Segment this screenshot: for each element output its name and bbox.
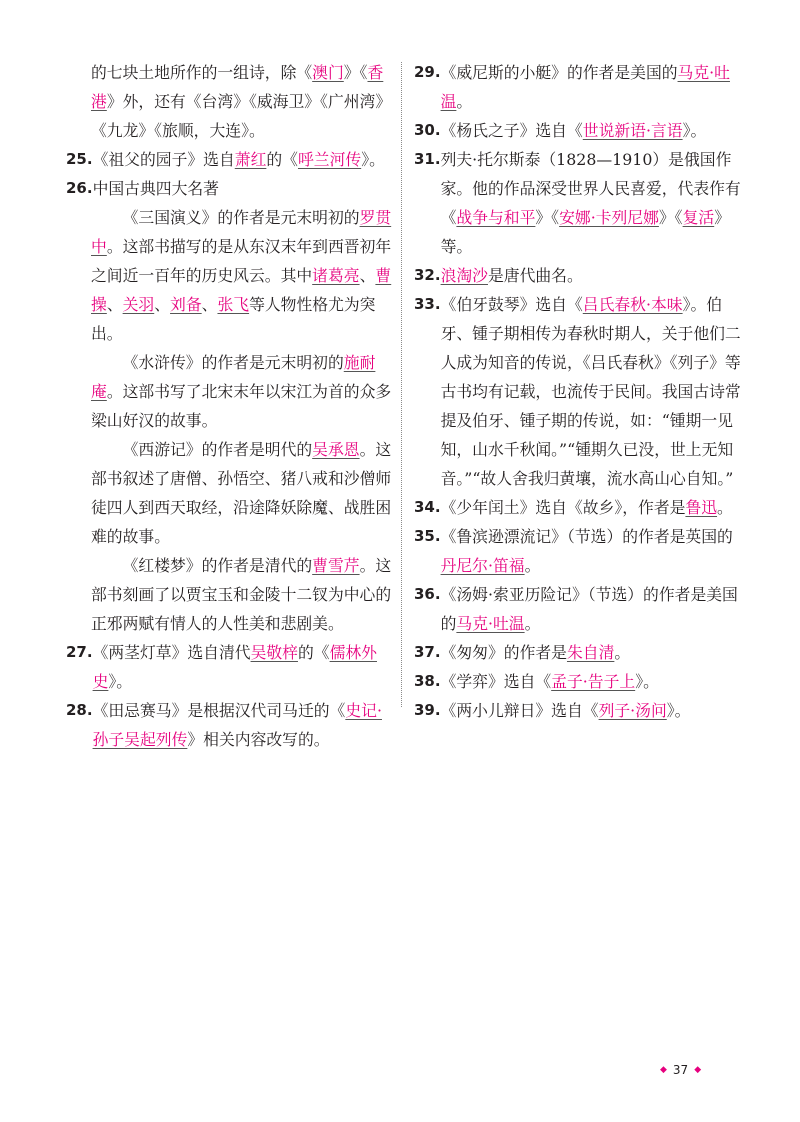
text: 》《: [658, 208, 683, 227]
answer: 史记·孙子吴起列传: [92, 701, 382, 749]
text: 《汤姆·索亚历险记》（节选）的作者是美国的: [440, 585, 738, 633]
answer: 世说新语·言语: [582, 121, 683, 140]
text: 、: [359, 266, 376, 285]
answer: 复活: [682, 208, 715, 227]
answer: 列子·汤问: [598, 701, 667, 720]
text: 《西游记》的作者是明代的: [122, 440, 313, 459]
text: 》。: [682, 121, 707, 140]
text: 等人物性格尤为突出。: [91, 295, 376, 343]
answer: 诸葛亮: [312, 266, 360, 285]
entry-39: [414, 696, 742, 725]
text: 《匆匆》的作者是: [440, 643, 567, 662]
answer: 吴敬梓: [250, 643, 298, 662]
text: 《红楼梦》的作者是清代的: [122, 556, 313, 575]
text: 。这部书描写的是从东汉末年到西晋初年之间近一百年的历史风云。其中: [91, 237, 392, 285]
entry-number: 34.: [414, 498, 441, 516]
text: 《威尼斯的小艇》的作者是美国的: [440, 63, 678, 82]
answer: 鲁迅: [685, 498, 718, 517]
column-divider: [401, 62, 402, 707]
answer: 马克·吐温: [456, 614, 525, 633]
text: 《田忌赛马》是根据汉代司马迁的《: [92, 701, 346, 720]
text: 《少年闰土》选自《故乡》，作者是: [440, 498, 686, 517]
entry-number: 29.: [414, 63, 441, 81]
answer: 曹操: [91, 266, 392, 314]
text: 《伯牙鼓琴》选自《: [440, 295, 583, 314]
entry-24-continuation: [66, 58, 392, 145]
page-number: 37: [672, 1063, 689, 1077]
entry-number: 38.: [414, 672, 441, 690]
text: 。: [614, 643, 631, 662]
text: 。: [456, 92, 473, 111]
answer: 呼兰河传: [297, 150, 362, 169]
text: 《祖父的园子》选自: [92, 150, 235, 169]
text: 》。: [635, 672, 659, 691]
page-footer: [660, 1063, 740, 1077]
answer: 澳门: [312, 63, 344, 82]
text: 《两小儿辩日》选自《: [440, 701, 599, 720]
answer: 刘备: [170, 295, 202, 314]
text: 》《: [535, 208, 560, 227]
text: 。: [524, 614, 541, 633]
right-column: [414, 58, 742, 725]
text: 《鲁滨逊漂流记》（节选）的作者是英国的: [440, 527, 733, 546]
text: 》。: [666, 701, 691, 720]
entry-29: [414, 58, 742, 116]
answer: 关羽: [122, 295, 155, 314]
answer: 安娜·卡列尼娜: [559, 208, 659, 227]
answer: 丹尼尔·笛福: [440, 556, 525, 575]
entry-number: 35.: [414, 527, 441, 545]
paragraph-sanguo: [66, 203, 392, 348]
answer: 儒林外史: [92, 643, 377, 691]
entry-33: [414, 290, 742, 493]
entry-26: [66, 174, 392, 203]
entry-number: 28.: [66, 701, 93, 719]
diamond-icon: ◆: [660, 1065, 667, 1075]
entry-number: 36.: [414, 585, 441, 603]
entry-25: [66, 145, 392, 174]
text: 《杨氏之子》选自《: [440, 121, 583, 140]
text: 》《: [343, 63, 368, 82]
answer: 浪淘沙: [440, 266, 488, 285]
text: 的《: [297, 643, 330, 662]
paragraph-shuihu: [66, 348, 392, 435]
entry-number: 30.: [414, 121, 441, 139]
diamond-icon: ◆: [694, 1065, 702, 1075]
text: 。这部书刻画了以贾宝玉和金陵十二钗为中心的正邪两赋有情人的人性美和悲剧美。: [91, 556, 392, 633]
entry-34: [414, 493, 742, 522]
text: 《学弈》选自《: [440, 672, 552, 691]
answer: 吴承恩: [312, 440, 360, 459]
entry-title: 中国古典四大名著: [92, 179, 219, 198]
paragraph-xiyou: [66, 435, 392, 551]
entry-28: [66, 696, 392, 754]
entry-30: [414, 116, 742, 145]
answer: 萧红: [234, 150, 267, 169]
text: 》。伯牙、锺子期相传为春秋时期人，关于他们二人成为知音的传说，《吕氏春秋》《列子》等古书均有记载，也流传于民间。我国古诗常提及伯牙、锺子期的传说，如：“锺期一见知，山水千秋闻。”“锺期久已没，世上无知音。”“故人舍我归黄壤，流水高山心自知。”: [440, 295, 741, 488]
answer: 马克·吐温: [440, 63, 730, 111]
text: 、: [106, 295, 123, 314]
left-column: [66, 58, 392, 754]
text: 的《: [266, 150, 298, 169]
text: 。: [717, 498, 733, 517]
text: 。这部书写了北宋末年以宋江为首的众多梁山好汉的故事。: [91, 382, 392, 430]
text: 》。: [108, 672, 133, 691]
entry-37: [414, 638, 742, 667]
text: 》等。: [440, 208, 731, 256]
text: 是唐代曲名。: [487, 266, 583, 285]
answer: 战争与和平: [456, 208, 536, 227]
entry-number: 27.: [66, 643, 93, 661]
text: 《水浒传》的作者是元末明初的: [122, 353, 344, 372]
entry-31: [414, 145, 742, 261]
text: 列夫·托尔斯泰（1828—1910）是俄国作家。他的作品深受世界人民喜爱，代表作有《: [440, 150, 741, 227]
text: 》。: [361, 150, 385, 169]
text: 的七块土地所作的一组诗，除《: [91, 63, 313, 82]
answer: 罗贯中: [91, 208, 392, 256]
text: 《两茎灯草》选自清代: [92, 643, 251, 662]
entry-number: 33.: [414, 295, 441, 313]
answer: 曹雪芹: [312, 556, 360, 575]
entry-38: [414, 667, 742, 696]
entry-32: [414, 261, 742, 290]
entry-27: [66, 638, 392, 696]
answer: 朱自清: [566, 643, 615, 662]
answer: 张飞: [217, 295, 250, 314]
text: 》相关内容改写的。: [187, 730, 330, 749]
text: 《三国演义》的作者是元末明初的: [122, 208, 360, 227]
text: 。: [524, 556, 541, 575]
text: 。这部书叙述了唐僧、孙悟空、猪八戒和沙僧师徒四人到西天取经，沿途降妖除魔、战胜困难的故事。: [91, 440, 392, 546]
entry-number: 31.: [414, 150, 441, 168]
answer: 孟子·告子上: [551, 672, 636, 691]
entry-number: 32.: [414, 266, 441, 284]
paragraph-honglou: [66, 551, 392, 638]
answer: 香港: [91, 63, 384, 111]
entry-35: [414, 522, 742, 580]
entry-number: 37.: [414, 643, 441, 661]
entry-number: 26.: [66, 179, 93, 197]
answer: 施耐庵: [91, 353, 376, 401]
text: 》外，还有《台湾》《威海卫》《广州湾》《九龙》《旅顺，大连》。: [91, 92, 392, 140]
answer: 吕氏春秋·本味: [582, 295, 683, 314]
entry-36: [414, 580, 742, 638]
text: 、: [154, 295, 171, 314]
entry-number: 25.: [66, 150, 93, 168]
text: 、: [201, 295, 218, 314]
entry-number: 39.: [414, 701, 441, 719]
